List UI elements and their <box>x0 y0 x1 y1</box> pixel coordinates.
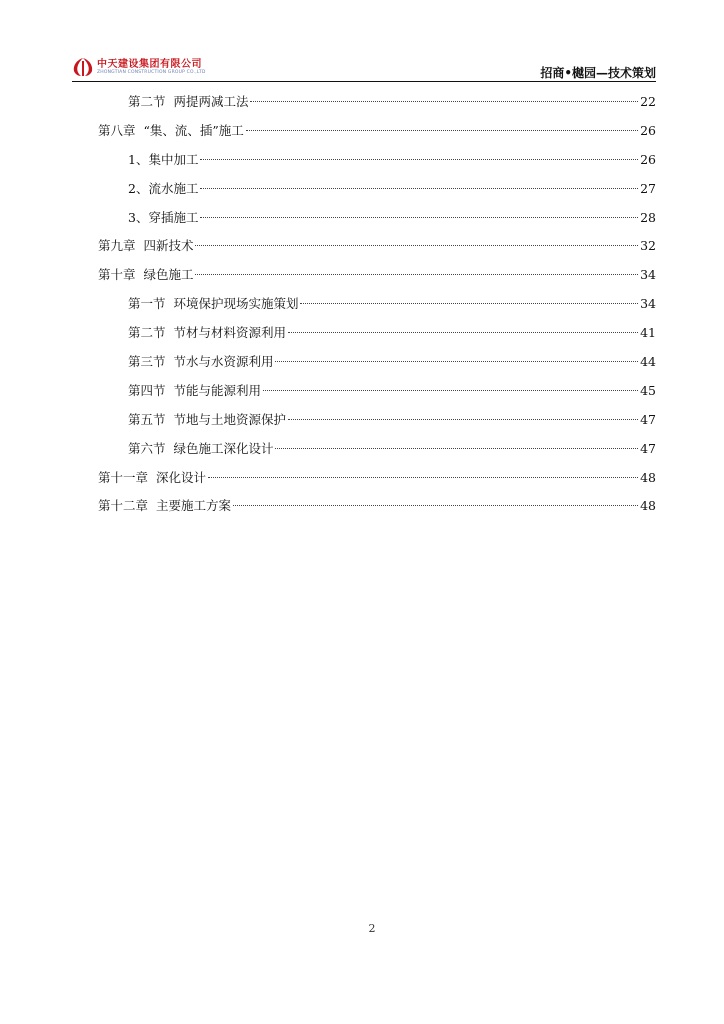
toc-dot-leader <box>250 101 638 102</box>
company-logo <box>72 56 206 78</box>
toc-entry-page: 44 <box>640 354 656 370</box>
page-number: 2 <box>368 922 376 935</box>
toc-entry[interactable] <box>98 493 656 522</box>
toc-entry[interactable] <box>98 378 656 407</box>
toc-entry-page: 26 <box>640 151 656 167</box>
toc-entry-label: 第九章 四新技术 <box>98 238 194 254</box>
toc-entry[interactable] <box>98 118 656 147</box>
toc-entry[interactable] <box>98 320 656 349</box>
toc-dot-leader <box>208 477 638 478</box>
toc-entry[interactable] <box>98 233 656 262</box>
toc-entry[interactable] <box>98 407 656 436</box>
toc-entry-page: 47 <box>640 411 656 427</box>
toc-entry-label: 第八章 “集、流、插”施工 <box>98 122 244 138</box>
toc-entry-label: 1、集中加工 <box>128 151 199 167</box>
toc-entry-page: 34 <box>640 267 656 283</box>
toc-entry[interactable] <box>98 436 656 465</box>
toc-entry-page: 48 <box>640 469 656 485</box>
toc-dot-leader <box>200 217 638 218</box>
toc-entry-label: 第十章 绿色施工 <box>98 267 194 283</box>
toc-entry-label: 第二节 节材与材料资源利用 <box>128 325 286 341</box>
toc-entry-page: 47 <box>640 440 656 456</box>
toc-entry-page: 22 <box>640 94 656 109</box>
toc-entry-page: 27 <box>640 180 656 196</box>
toc-entry-page: 48 <box>640 498 656 514</box>
page-header <box>72 52 656 82</box>
table-of-contents <box>98 89 656 522</box>
toc-entry[interactable] <box>98 465 656 494</box>
toc-entry[interactable] <box>98 291 656 320</box>
toc-entry-label: 第二节 两提两减工法 <box>128 94 249 109</box>
toc-entry-page: 45 <box>640 382 656 398</box>
toc-entry-label: 3、穿插施工 <box>128 209 199 225</box>
toc-entry-label: 第六节 绿色施工深化设计 <box>128 440 274 456</box>
toc-entry[interactable] <box>98 176 656 205</box>
toc-entry-page: 26 <box>640 122 656 138</box>
toc-entry-page: 28 <box>640 209 656 225</box>
toc-dot-leader <box>288 332 638 333</box>
document-title: 招商•樾园—技术策划 <box>540 66 656 80</box>
toc-dot-leader <box>200 159 638 160</box>
toc-dot-leader <box>195 274 638 275</box>
toc-dot-leader <box>200 188 638 189</box>
toc-entry-label: 第一节 环境保护现场实施策划 <box>128 296 299 312</box>
company-name-en: ZHONGTIAN CONSTRUCTION GROUP CO.,LTD <box>97 69 206 75</box>
toc-entry[interactable] <box>98 349 656 378</box>
header-rule <box>72 81 656 82</box>
toc-entry[interactable] <box>98 262 656 291</box>
toc-entry-label: 第十二章 主要施工方案 <box>98 498 231 514</box>
toc-entry-label: 第十一章 深化设计 <box>98 469 206 485</box>
toc-entry[interactable] <box>98 147 656 176</box>
toc-dot-leader <box>288 419 638 420</box>
toc-entry-page: 34 <box>640 296 656 312</box>
company-logo-icon <box>72 57 94 77</box>
toc-entry-page: 32 <box>640 238 656 254</box>
toc-dot-leader <box>275 361 638 362</box>
toc-dot-leader <box>300 303 638 304</box>
toc-dot-leader <box>246 130 638 131</box>
toc-entry[interactable] <box>98 205 656 234</box>
toc-dot-leader <box>195 245 638 246</box>
toc-entry-page: 41 <box>640 325 656 341</box>
toc-entry[interactable] <box>98 89 656 118</box>
toc-entry-label: 2、流水施工 <box>128 180 199 196</box>
company-name: 中天建设集团有限公司 <box>97 58 202 70</box>
toc-entry-label: 第四节 节能与能源利用 <box>128 382 261 398</box>
toc-entry-label: 第三节 节水与水资源利用 <box>128 354 274 370</box>
toc-dot-leader <box>263 390 638 391</box>
toc-dot-leader <box>275 448 638 449</box>
toc-dot-leader <box>233 505 638 506</box>
toc-entry-label: 第五节 节地与土地资源保护 <box>128 411 286 427</box>
